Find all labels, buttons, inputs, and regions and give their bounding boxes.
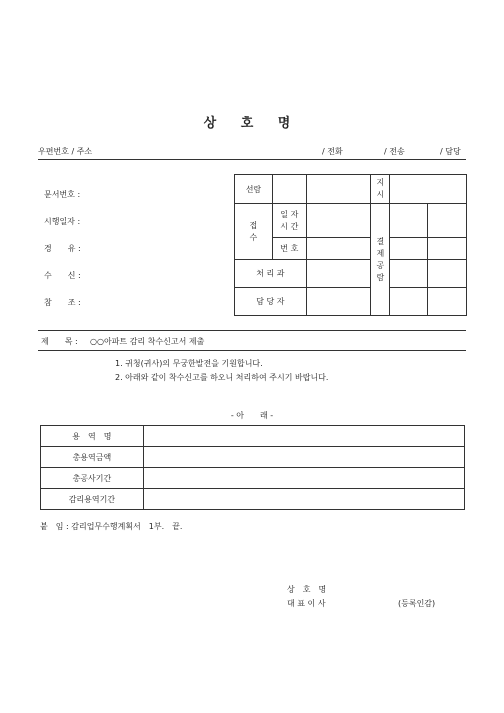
- table-row: [41, 426, 465, 447]
- approval-cell: [428, 288, 467, 316]
- subject-bottom-divider: [38, 350, 466, 351]
- manager-label: / 담당: [440, 147, 461, 156]
- phone-label: / 전화: [322, 147, 343, 156]
- issue-date-label: 시행일자 :: [44, 217, 81, 226]
- detail-table: [40, 425, 465, 510]
- service-name-value: [143, 426, 464, 447]
- processing-dept-label: 처 리 과: [235, 260, 307, 288]
- subject-top-divider: [38, 330, 466, 331]
- approval-cell: [390, 204, 428, 238]
- receipt-datetime-cell: [306, 204, 371, 238]
- prior-review-label: 선람: [235, 175, 273, 204]
- approval-box: [234, 174, 467, 316]
- signature-ceo: 대 표 이 사: [287, 599, 326, 608]
- prior-review-cell: [272, 175, 306, 204]
- doc-number-label: 문서번호 :: [44, 190, 81, 199]
- registered-seal-label: (등록인감): [398, 599, 436, 608]
- table-row: [41, 468, 465, 489]
- instruction-label: 지 시: [371, 175, 390, 204]
- instruction-cell: [390, 175, 467, 204]
- via-label: 경 유 :: [44, 244, 81, 253]
- supervision-period-label: 감리용역기간: [41, 489, 144, 510]
- total-amount-value: [143, 447, 464, 468]
- person-in-charge-cell: [306, 288, 371, 316]
- body-line-2: 2. 아래와 같이 착수신고를 하오니 처리하여 주시기 바랍니다.: [115, 373, 329, 382]
- reference-label: 참 조 :: [44, 298, 81, 307]
- subject-label: 제 목 :: [41, 337, 78, 346]
- service-name-label: 용 역 명: [41, 426, 144, 447]
- header-divider: [38, 159, 466, 160]
- fax-label: / 전송: [384, 147, 405, 156]
- table-row: [41, 489, 465, 510]
- construction-period-value: [143, 468, 464, 489]
- signature-company: 상 호 명: [287, 585, 327, 594]
- approval-cell: [428, 260, 467, 288]
- postal-address-label: 우편번호 / 주소: [38, 147, 93, 156]
- person-in-charge-label: 담 당 자: [235, 288, 307, 316]
- approval-cell: [428, 204, 467, 238]
- construction-period-label: 총공사기간: [41, 468, 144, 489]
- approval-circulation-label: 결 제 공 람: [371, 204, 390, 316]
- total-amount-label: 총용역금액: [41, 447, 144, 468]
- body-line-1: 1. 귀청(귀사)의 무궁한발전을 기원합니다.: [115, 359, 263, 368]
- approval-cell: [428, 238, 467, 260]
- approval-cell: [390, 238, 428, 260]
- receipt-datetime-label: 일 자 시 간: [272, 204, 306, 238]
- below-label: - 아 래 -: [230, 411, 274, 420]
- receipt-label: 접 수: [235, 204, 273, 260]
- prior-review-cell: [306, 175, 371, 204]
- supervision-period-value: [143, 489, 464, 510]
- receipt-number-label: 번 호: [272, 238, 306, 260]
- table-row: [41, 447, 465, 468]
- recipient-label: 수 신 :: [44, 271, 81, 280]
- approval-cell: [390, 260, 428, 288]
- processing-dept-cell: [306, 260, 371, 288]
- subject-value: ○○아파트 감리 착수신고서 제출: [90, 337, 205, 346]
- document-title: 상 호 명: [203, 116, 301, 131]
- receipt-number-cell: [306, 238, 371, 260]
- attachment-line: 붙 임 : 감리업무수행계획서 1부. 끝.: [40, 522, 183, 531]
- approval-cell: [390, 288, 428, 316]
